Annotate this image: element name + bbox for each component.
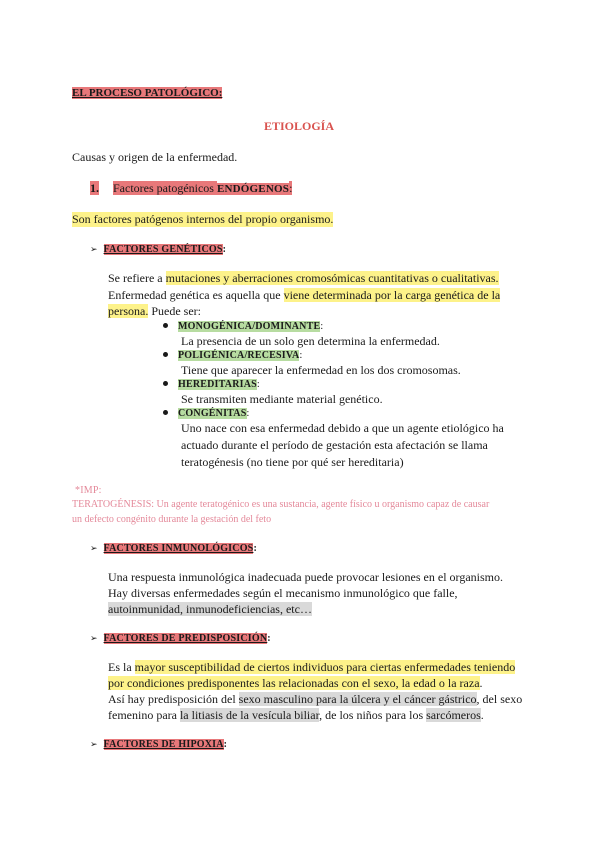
section1-label-bold: ENDÓGENOS — [216, 183, 290, 195]
inmunologicos-line1-text: Una respuesta inmunológica inadecuada puede provocar lesiones en el organismo. — [108, 570, 503, 584]
genetic-item-label: CONGÉNITAS — [178, 408, 247, 419]
intro-text: Causas y origen de la enfermedad. — [72, 150, 238, 164]
section1-summary — [72, 212, 333, 227]
section1-colon: : — [289, 181, 293, 195]
genetic-item-desc-line: actuado durante el período de gestación esta afectación se llama — [181, 438, 488, 452]
geneticos-heading-text: FACTORES GENÉTICOS — [103, 244, 223, 255]
predisposicion-line4 — [108, 708, 484, 723]
predisposicion-p3-end: . — [480, 708, 484, 722]
geneticos-paragraph-line3 — [108, 304, 201, 319]
genetic-item-desc-line: Tiene que aparecer la enfermedad en los dos cromosomas. — [181, 363, 461, 377]
genetic-item-monogenica — [163, 321, 323, 332]
predisposicion-p3-highlight: la litiasis de la vesícula biliar — [179, 708, 320, 722]
note-line2 — [72, 514, 271, 525]
genetic-item-desc-line: Uno nace con esa enfermedad debido a que un agente etiológico ha — [181, 421, 504, 435]
genetic-item-label: HEREDITARIAS — [178, 379, 257, 390]
note-label — [75, 485, 101, 496]
genetic-item-hereditarias — [163, 379, 260, 390]
predisposicion-line3 — [108, 692, 522, 707]
predisposicion-p1-end: . — [479, 676, 483, 690]
geneticos-p1-highlight: mutaciones y aberraciones cromosómicas cuantitativas o cualitativas. — [165, 271, 499, 285]
genetic-item-congenitas — [163, 408, 249, 419]
genetic-item-label: POLIGÉNICA/RECESIVA — [178, 350, 300, 361]
arrow-bullet-icon: ➢ — [90, 740, 98, 750]
arrow-bullet-icon: ➢ — [90, 245, 98, 255]
inmunologicos-line3 — [108, 602, 312, 617]
section-subtitle — [264, 119, 334, 134]
geneticos-p2-highlight-cont: persona. — [108, 304, 149, 318]
genetic-item-colon: : — [246, 408, 250, 419]
geneticos-colon: : — [222, 244, 226, 255]
predisposicion-p2-highlight: sexo masculino para la úlcera y el cáncer gástrico — [238, 692, 477, 706]
inmunologicos-line2-text: Hay diversas enfermedades según el mecanismo inmunológico que falle, — [108, 586, 458, 600]
section1-summary-text: Son factores patógenos internos del propio organismo. — [72, 212, 334, 226]
geneticos-paragraph-line1 — [108, 271, 499, 286]
genetic-item-desc — [181, 363, 461, 378]
section1-label: Factores patogénicos — [113, 181, 217, 195]
predisposicion-p2-end: , del sexo — [476, 692, 523, 706]
predisposicion-p3-text: femenino para — [108, 708, 180, 722]
section1-heading — [90, 181, 292, 196]
predisposicion-heading — [90, 633, 271, 644]
inmunologicos-line3-highlight: autoinmunidad, inmunodeficiencias, etc… — [108, 602, 312, 616]
document-title — [72, 87, 222, 99]
title-text: EL PROCESO PATOLÓGICO: — [72, 87, 223, 99]
geneticos-p2-highlight: viene determinada por la carga genética de la — [283, 288, 501, 302]
inmunologicos-colon: : — [253, 543, 257, 554]
predisposicion-p1-text: Es la — [108, 660, 135, 674]
geneticos-heading — [90, 244, 226, 255]
genetic-item-colon: : — [320, 321, 324, 332]
genetic-item-desc — [181, 392, 383, 407]
arrow-bullet-icon: ➢ — [90, 634, 98, 644]
geneticos-p2-end: Puede ser: — [148, 304, 201, 318]
genetic-item-desc-line: La presencia de un solo gen determina la enfermedad. — [181, 334, 440, 348]
note-label-text: *IMP — [75, 485, 99, 496]
geneticos-p1-text: Se refiere a — [108, 271, 166, 285]
genetic-item-desc-line: teratogénesis (no tiene por qué ser hereditaria) — [181, 455, 404, 469]
geneticos-p2-text: Enfermedad genética es aquella que — [108, 288, 284, 302]
predisposicion-colon: : — [267, 633, 271, 644]
note-line2-text: un defecto congénito durante la gestación del feto — [72, 514, 272, 525]
hipoxia-heading-text: FACTORES DE HIPOXIA — [103, 739, 224, 750]
predisposicion-line1 — [108, 660, 515, 675]
arrow-bullet-icon: ➢ — [90, 544, 98, 554]
intro-paragraph — [72, 150, 237, 165]
predisposicion-p1-highlight-cont: por condiciones predisponentes las relacionadas con el sexo, la edad o la raza — [108, 676, 480, 690]
predisposicion-heading-text: FACTORES DE PREDISPOSICIÓN — [103, 633, 268, 644]
hipoxia-heading — [90, 739, 227, 750]
note-line1 — [72, 499, 489, 510]
genetic-item-poligenica — [163, 350, 302, 361]
subtitle-text: ETIOLOGÍA — [264, 119, 335, 133]
bullet-dot-icon — [163, 381, 168, 386]
geneticos-paragraph-line2 — [108, 288, 500, 303]
genetic-item-desc-line: Se transmiten mediante material genético. — [181, 392, 383, 406]
predisposicion-p3-highlight2: sarcómeros — [426, 708, 481, 722]
genetic-item-desc — [181, 455, 404, 470]
genetic-item-colon: : — [256, 379, 260, 390]
inmunologicos-line2 — [108, 586, 458, 601]
section1-number: 1. — [90, 181, 99, 195]
bullet-dot-icon — [163, 410, 168, 415]
predisposicion-p2-text: Así hay predisposición del — [108, 692, 239, 706]
predisposicion-p1-highlight: mayor susceptibilidad de ciertos individuos para ciertas enfermedades teniendo — [134, 660, 516, 674]
note-colon: : — [98, 485, 102, 496]
predisposicion-line2 — [108, 676, 483, 691]
predisposicion-p3-mid: , de los niños para los — [319, 708, 427, 722]
inmunologicos-line1 — [108, 570, 503, 585]
genetic-item-label: MONOGÉNICA/DOMINANTE — [178, 321, 321, 332]
hipoxia-colon: : — [223, 739, 228, 750]
genetic-item-desc — [181, 438, 488, 453]
bullet-dot-icon — [163, 352, 168, 357]
genetic-item-colon: : — [299, 350, 303, 361]
genetic-item-desc — [181, 334, 440, 349]
inmunologicos-heading — [90, 543, 257, 554]
genetic-item-desc — [181, 421, 504, 436]
bullet-dot-icon — [163, 323, 168, 328]
note-line1-text: TERATOGÉNESIS: Un agente teratogénico es una sustancia, agente físico u organismo capaz de causar — [72, 499, 490, 510]
inmunologicos-heading-text: FACTORES INMUNOLÓGICOS — [103, 543, 254, 554]
